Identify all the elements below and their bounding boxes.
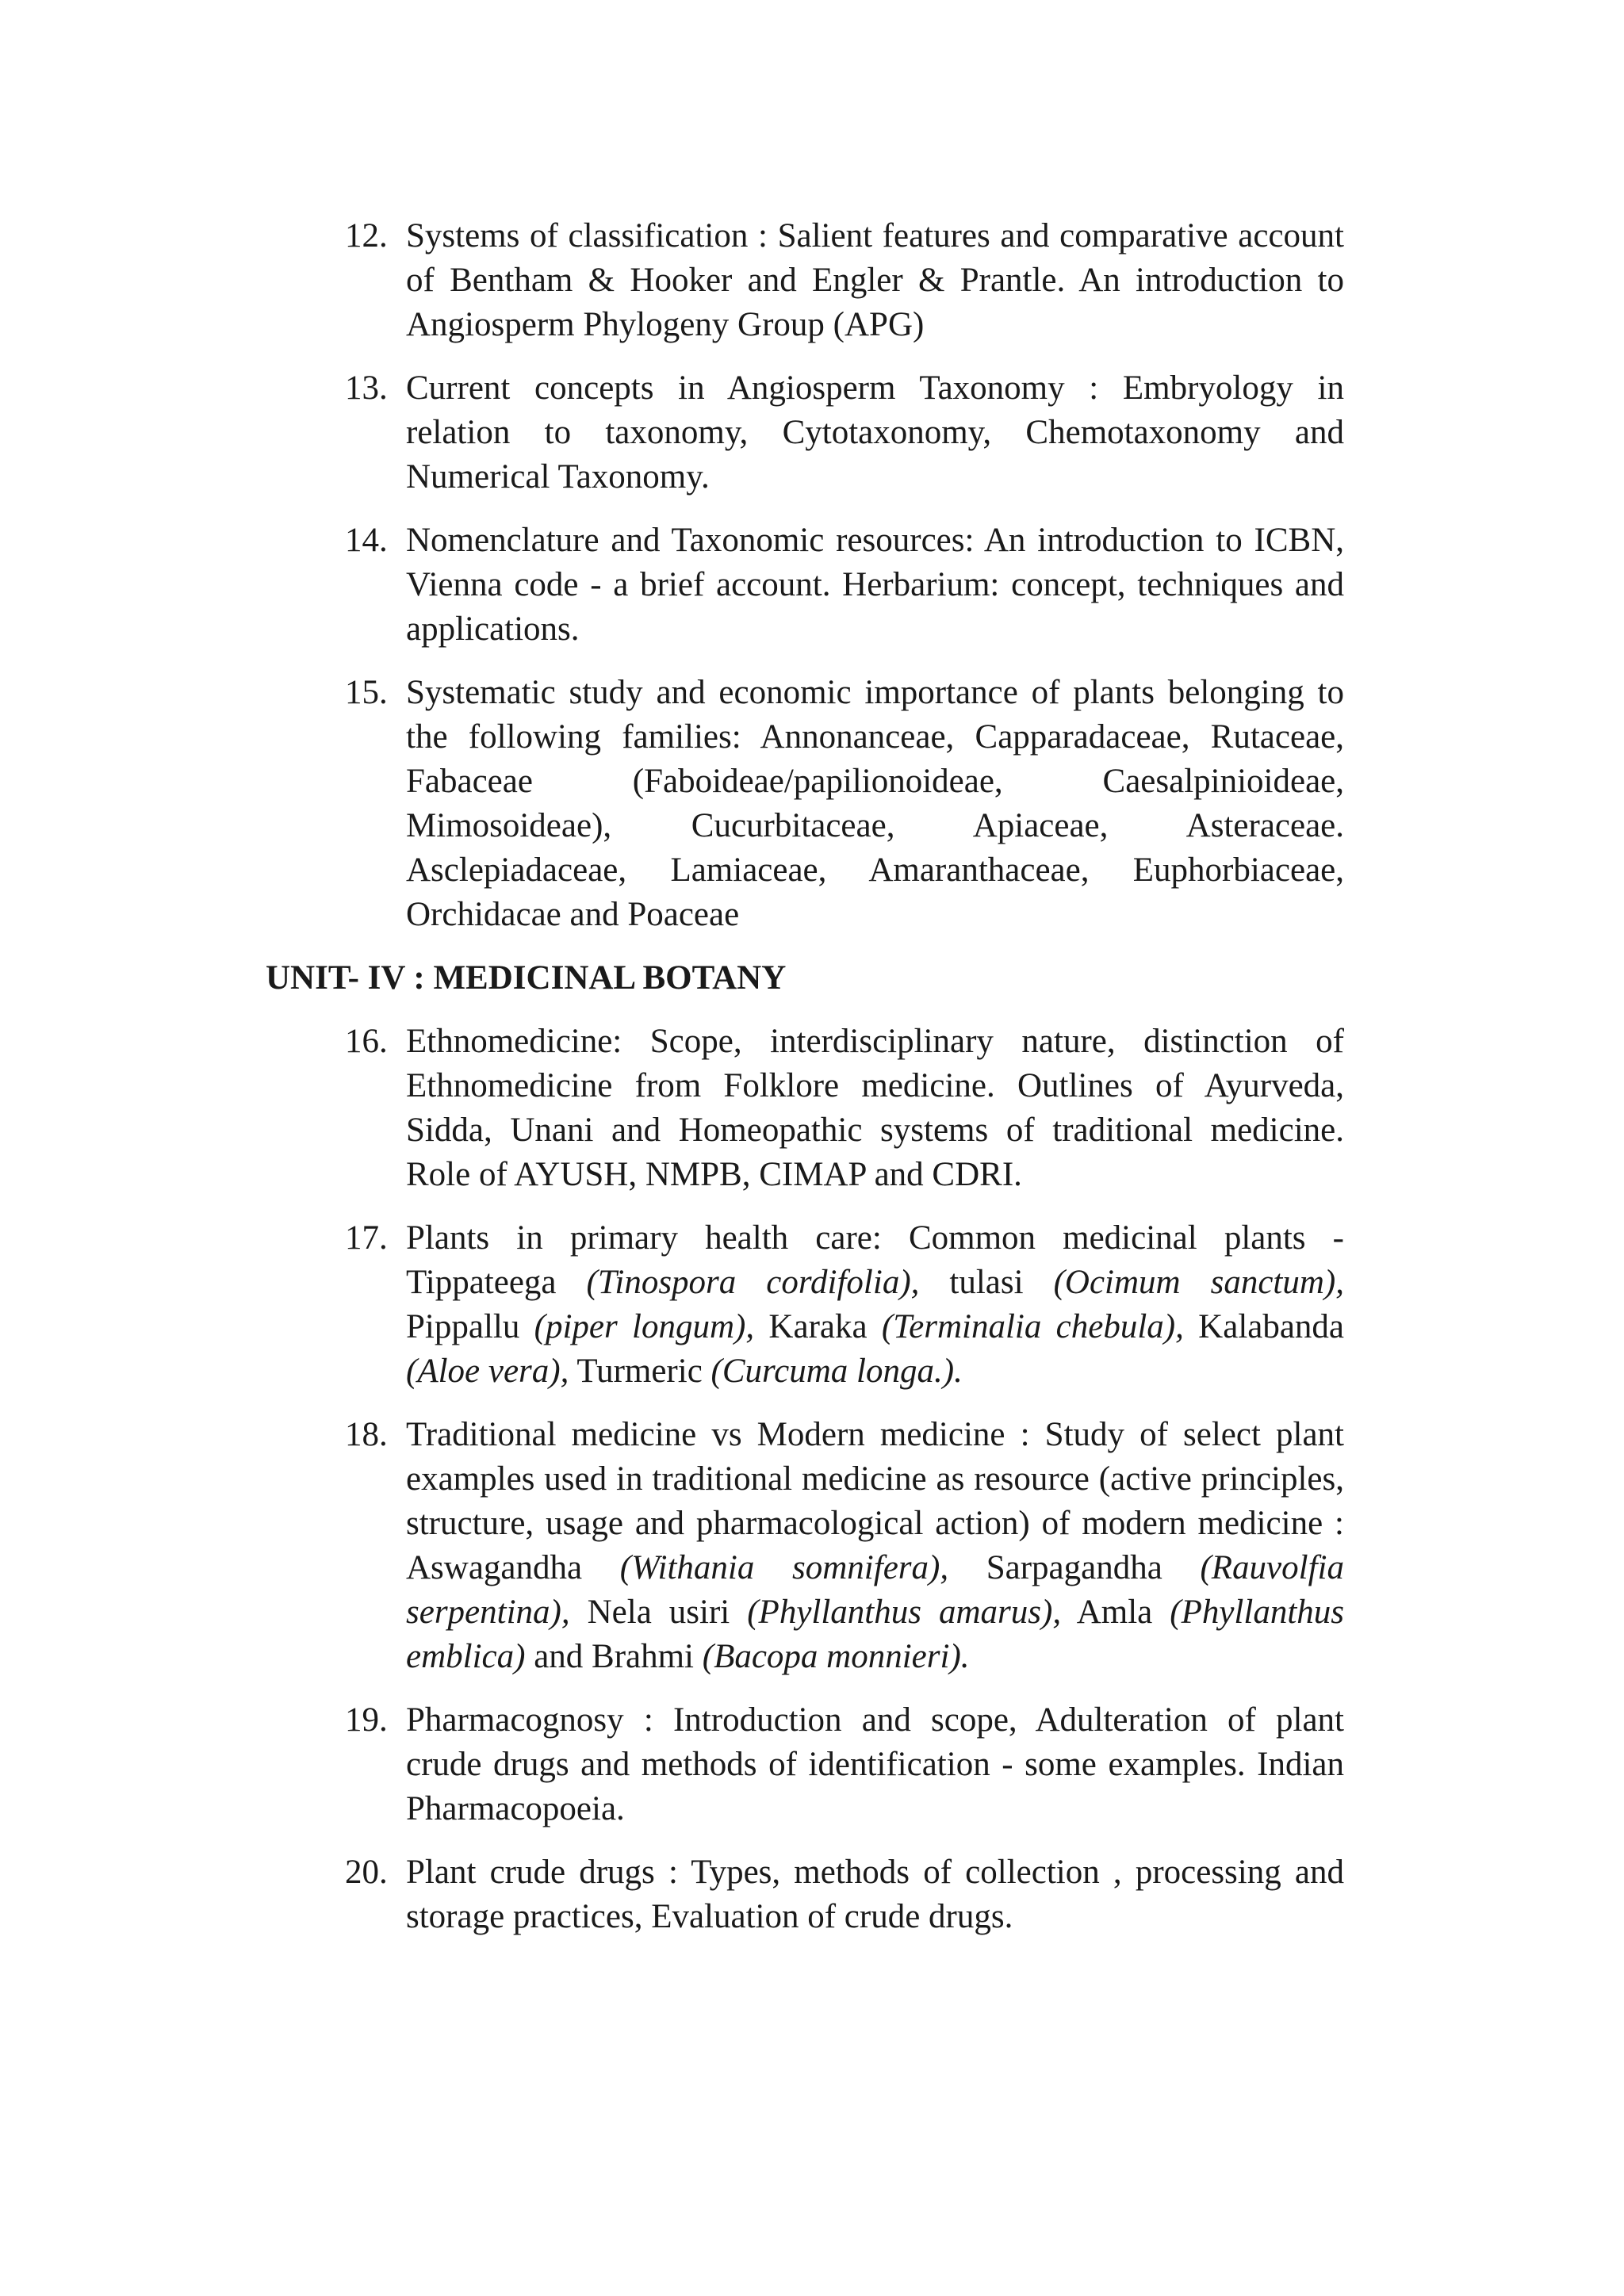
botanical-name: (Terminalia chebula),	[881, 1308, 1184, 1345]
item-number: 17.	[345, 1219, 388, 1257]
unit-heading: UNIT- IV : MEDICINAL BOTANY	[266, 959, 787, 997]
botanical-name: (piper longum),	[534, 1308, 755, 1345]
list-item-13	[266, 366, 1344, 499]
botanical-name: (Withania somnifera),	[619, 1549, 949, 1586]
item-text: Pharmacognosy : Introduction and scope, Adulteration of plant crude drugs and methods of identification - some examples. Indian Pharmacopoeia.	[406, 1701, 1344, 1827]
text-run: Sarpagandha	[948, 1549, 1201, 1586]
botanical-name: (Bacopa monnieri).	[702, 1638, 970, 1675]
text-run: Amla	[1061, 1594, 1170, 1631]
item-text	[406, 1416, 1344, 1675]
item-number: 20.	[345, 1854, 388, 1891]
list-item-12	[266, 214, 1344, 347]
item-text: Nomenclature and Taxonomic resources: An introduction to ICBN, Vienna code - a brief account. Herbarium: concept, techniques and applications.	[406, 522, 1344, 648]
item-text: Plant crude drugs : Types, methods of collection , processing and storage practices, Evaluation of crude drugs.	[406, 1854, 1344, 1935]
botanical-name: (Phyllanthus emblica)	[406, 1594, 1344, 1675]
botanical-name: (Phyllanthus amarus),	[747, 1594, 1062, 1631]
text-run: Plants in primary health care: Common medicinal plants - Tippateega	[406, 1219, 1344, 1301]
item-number: 15.	[345, 674, 388, 711]
item-text	[406, 1219, 1344, 1390]
list-item-19	[266, 1698, 1344, 1831]
botanical-name: (Rauvolfia serpentina),	[406, 1549, 1344, 1631]
text-run: and Brahmi	[525, 1638, 703, 1675]
list-item-17	[266, 1216, 1344, 1394]
botanical-name: (Curcuma longa.).	[710, 1353, 963, 1390]
item-text: Ethnomedicine: Scope, interdisciplinary nature, distinction of Ethnomedicine from Folklore medicine. Outlines of Ayurveda, Sidda, Unani and Homeopathic systems of traditional medicine. Role of AYUSH, NMPB, CIMAP and CDRI.	[406, 1023, 1344, 1193]
text-run: Turmeric	[569, 1353, 711, 1390]
syllabus-content	[266, 214, 1344, 1958]
list-item-20	[266, 1850, 1344, 1939]
item-number: 13.	[345, 369, 388, 407]
text-run: Traditional medicine vs Modern medicine : Study of select plant examples used in traditional medicine as resource (active principles, structure, usage and pharmacological action) of modern medicine : Aswagandha	[406, 1416, 1344, 1586]
text-run: Kalabanda	[1183, 1308, 1345, 1345]
item-number: 18.	[345, 1416, 388, 1453]
list-item-15	[266, 671, 1344, 937]
item-number: 16.	[345, 1023, 388, 1060]
item-number: 19.	[345, 1701, 388, 1739]
botanical-name: (Tinospora cordifolia),	[586, 1264, 920, 1301]
item-text: Systematic study and economic importance of plants belonging to the following families: Annonanceae, Capparadaceae, Rutaceae, Fabaceae (Faboideae/papilionoideae, Caesalpinioideae, Mimosoideae), Cucurbitaceae, Apiaceae, Asteraceae. Asclepiadaceae, Lamiaceae, Amaranthaceae, Euphorbiaceae, Orchidacae and Poaceae	[406, 674, 1344, 933]
list-item-14	[266, 519, 1344, 652]
item-number: 14.	[345, 522, 388, 559]
text-run: Pippallu	[406, 1308, 534, 1345]
list-item-18	[266, 1413, 1344, 1679]
item-text: Systems of classification : Salient features and comparative account of Bentham & Hooker and Engler & Prantle. An introduction to Angiosperm Phylogeny Group (APG)	[406, 217, 1344, 343]
botanical-name: (Aloe vera),	[406, 1353, 569, 1390]
text-run: Nela usiri	[569, 1594, 748, 1631]
item-text: Current concepts in Angiosperm Taxonomy : Embryology in relation to taxonomy, Cytotaxonomy, Chemotaxonomy and Numerical Taxonomy.	[406, 369, 1344, 496]
text-run: Karaka	[754, 1308, 882, 1345]
list-item-16	[266, 1020, 1344, 1197]
botanical-name: (Ocimum sanctum),	[1053, 1264, 1344, 1301]
text-run: tulasi	[919, 1264, 1054, 1301]
item-number: 12.	[345, 217, 388, 254]
